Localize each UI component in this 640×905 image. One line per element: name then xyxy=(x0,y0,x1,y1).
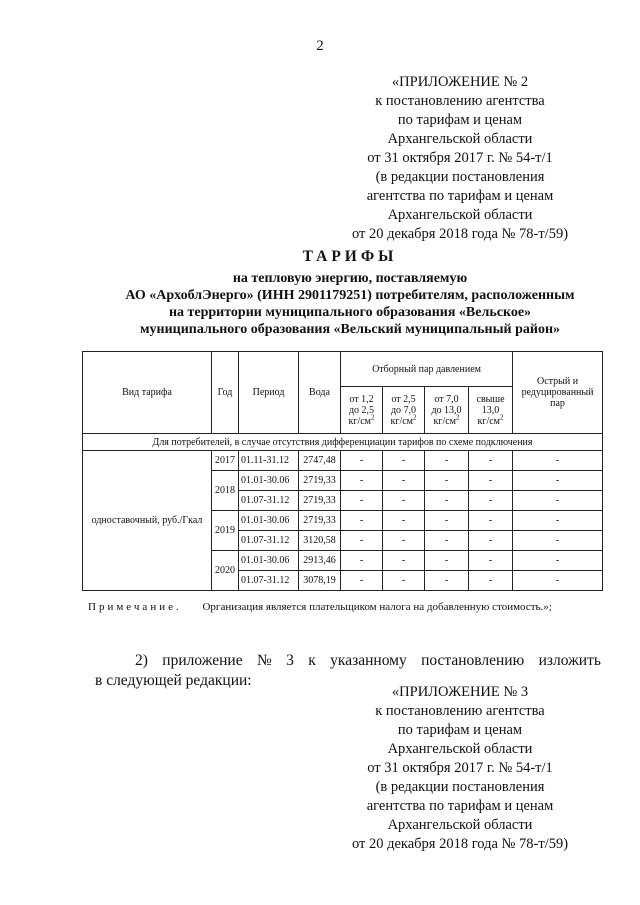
appendix-line: (в редакции постановления xyxy=(375,779,545,795)
header-water: Вода xyxy=(299,352,341,434)
steam-4-cell: - xyxy=(469,571,513,591)
paragraph-line-1 xyxy=(135,651,601,671)
sharp-steam-cell: - xyxy=(513,491,603,511)
steam-2-cell: - xyxy=(383,491,425,511)
period-cell: 01.01-30.06 xyxy=(239,551,299,571)
title-line: на тепловую энергию, поставляемую xyxy=(232,271,468,286)
steam-4-cell: - xyxy=(469,471,513,491)
appendix-line: от 31 октября 2017 г. № 54-т/1 xyxy=(367,760,553,776)
note-text: Организация является плательщиком налога на добавленную стоимость.»; xyxy=(202,601,552,613)
steam-3-cell: - xyxy=(425,551,469,571)
steam-1-cell: - xyxy=(341,571,383,591)
page-number: 2 xyxy=(316,38,324,54)
header-period: Период xyxy=(239,352,299,434)
appendix-line: Архангельской области xyxy=(387,207,533,223)
water-cell: 3078,19 xyxy=(299,571,341,591)
appendix-line: агентства по тарифам и ценам xyxy=(366,798,554,814)
table-note xyxy=(88,601,552,613)
steam-2-cell: - xyxy=(383,551,425,571)
header-steam-group: Отборный пар давлением xyxy=(341,352,513,387)
steam-2-cell: - xyxy=(383,571,425,591)
paragraph-word: постановлению xyxy=(421,652,525,669)
sharp-steam-cell: - xyxy=(513,531,603,551)
appendix-header-2 xyxy=(330,683,590,854)
title-main: ТАРИФЫ xyxy=(302,248,398,265)
appendix-line: Архангельской области xyxy=(387,817,533,833)
steam-2-cell: - xyxy=(383,451,425,471)
paragraph-word: указанному xyxy=(330,652,407,669)
paragraph-word: № xyxy=(256,652,272,669)
header-year: Год xyxy=(212,352,239,434)
steam-3-cell: - xyxy=(425,491,469,511)
title-line: муниципального образования «Вельский муниципальный район» xyxy=(139,322,561,337)
appendix-line: к постановлению агентства xyxy=(375,93,545,109)
period-cell: 01.07-31.12 xyxy=(239,531,299,551)
steam-1-cell: - xyxy=(341,471,383,491)
table-subheader: Для потребителей, в случае отсутствия дифференциации тарифов по схеме подключения xyxy=(83,434,603,451)
appendix-line: к постановлению агентства xyxy=(375,703,545,719)
steam-2-cell: - xyxy=(383,511,425,531)
paragraph-word: изложить xyxy=(538,652,601,669)
steam-3-cell: - xyxy=(425,471,469,491)
title-line: на территории муниципального образования «Вельское» xyxy=(168,305,532,320)
table-row xyxy=(83,451,603,471)
appendix-line: по тарифам и ценам xyxy=(397,112,523,128)
period-cell: 01.01-30.06 xyxy=(239,471,299,491)
header-steam-3: от 7,0 до 13,0 $кг/см^2$ xyxy=(425,387,469,434)
appendix-line: Архангельской области xyxy=(387,131,533,147)
steam-4-cell: - xyxy=(469,491,513,511)
water-cell: 2913,46 xyxy=(299,551,341,571)
period-cell: 01.11-31.12 xyxy=(239,451,299,471)
header-steam-1: от 1,2 до 2,5 $кг/см^2$ xyxy=(341,387,383,434)
appendix-line: по тарифам и ценам xyxy=(397,722,523,738)
period-cell: 01.07-31.12 xyxy=(239,491,299,511)
appendix-line: от 31 октября 2017 г. № 54-т/1 xyxy=(367,150,553,166)
sharp-steam-cell: - xyxy=(513,571,603,591)
year-cell: 2019 xyxy=(212,511,239,551)
header-tariff-type: Вид тарифа xyxy=(83,352,212,434)
steam-2-cell: - xyxy=(383,531,425,551)
steam-2-cell: - xyxy=(383,471,425,491)
tariff-table xyxy=(82,351,603,591)
steam-1-cell: - xyxy=(341,451,383,471)
sharp-steam-cell: - xyxy=(513,471,603,491)
steam-1-cell: - xyxy=(341,511,383,531)
water-cell: 2719,33 xyxy=(299,511,341,531)
appendix-line: от 20 декабря 2018 года № 78-т/59) xyxy=(351,226,569,242)
note-label: Примечание. xyxy=(88,601,182,613)
steam-4-cell: - xyxy=(469,451,513,471)
tariff-type-cell: одноставочный, руб./Гкал xyxy=(83,451,212,591)
water-cell: 2719,33 xyxy=(299,471,341,491)
period-cell: 01.01-30.06 xyxy=(239,511,299,531)
title-line: АО «АрхоблЭнерго» (ИНН 2901179251) потребителям, расположенным xyxy=(125,288,575,303)
sharp-steam-cell: - xyxy=(513,451,603,471)
steam-3-cell: - xyxy=(425,451,469,471)
steam-4-cell: - xyxy=(469,511,513,531)
appendix-line: «ПРИЛОЖЕНИЕ № 2 xyxy=(391,74,529,90)
appendix-line: (в редакции постановления xyxy=(375,169,545,185)
water-cell: 2719,33 xyxy=(299,491,341,511)
header-steam-4: свыше 13,0 $кг/см^2$ xyxy=(469,387,513,434)
paragraph-line-2: в следующей редакции: xyxy=(95,672,252,689)
sharp-steam-cell: - xyxy=(513,511,603,531)
steam-1-cell: - xyxy=(341,551,383,571)
appendix-line: агентства по тарифам и ценам xyxy=(366,188,554,204)
water-cell: 3120,58 xyxy=(299,531,341,551)
water-cell: 2747,48 xyxy=(299,451,341,471)
steam-4-cell: - xyxy=(469,551,513,571)
appendix-header xyxy=(330,73,590,244)
steam-3-cell: - xyxy=(425,571,469,591)
steam-4-cell: - xyxy=(469,531,513,551)
sharp-steam-cell: - xyxy=(513,551,603,571)
steam-3-cell: - xyxy=(425,531,469,551)
appendix-line: «ПРИЛОЖЕНИЕ № 3 xyxy=(391,684,529,700)
steam-3-cell: - xyxy=(425,511,469,531)
paragraph-word: к xyxy=(308,652,316,669)
paragraph-word: 2) xyxy=(135,652,148,669)
document-title xyxy=(60,248,640,338)
year-cell: 2020 xyxy=(212,551,239,591)
header-sharp-steam: Острый и редуцированный пар xyxy=(513,352,603,434)
steam-1-cell: - xyxy=(341,531,383,551)
paragraph-word: приложение xyxy=(162,652,243,669)
header-steam-2: от 2,5 до 7,0 $кг/см^2$ xyxy=(383,387,425,434)
year-cell: 2017 xyxy=(212,451,239,471)
period-cell: 01.07-31.12 xyxy=(239,571,299,591)
appendix-line: Архангельской области xyxy=(387,741,533,757)
steam-1-cell: - xyxy=(341,491,383,511)
appendix-line: от 20 декабря 2018 года № 78-т/59) xyxy=(351,836,569,852)
year-cell: 2018 xyxy=(212,471,239,511)
paragraph-word: 3 xyxy=(286,652,294,669)
